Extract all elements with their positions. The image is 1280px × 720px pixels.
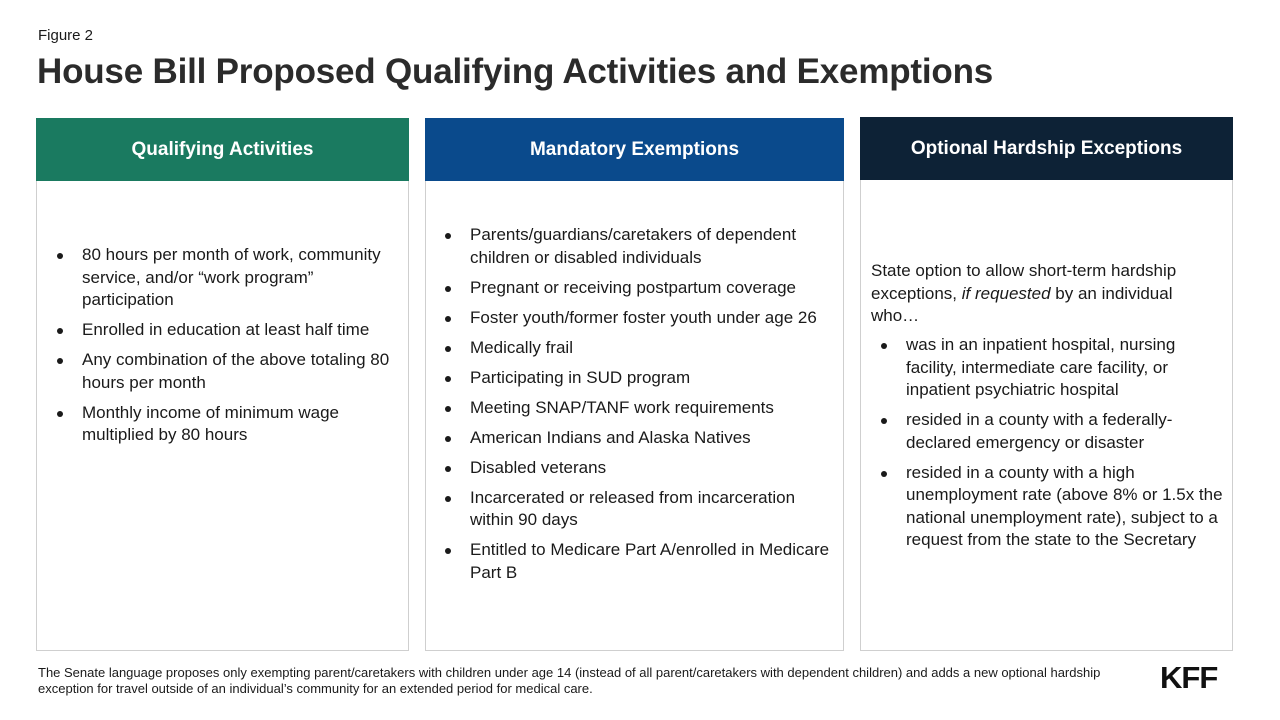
list-item: Medically frail bbox=[435, 337, 835, 360]
optional-hardship-list bbox=[871, 334, 1224, 559]
list-item: Meeting SNAP/TANF work requirements bbox=[435, 397, 835, 420]
list-item: Foster youth/former foster youth under age 26 bbox=[435, 307, 835, 330]
list-item: Enrolled in education at least half time bbox=[47, 319, 400, 342]
list-item: Entitled to Medicare Part A/enrolled in Medicare Part B bbox=[435, 539, 835, 584]
list-item: Disabled veterans bbox=[435, 457, 835, 480]
qualifying-activities-panel bbox=[36, 118, 409, 651]
optional-hardship-header: Optional Hardship Exceptions bbox=[860, 117, 1233, 180]
footnote: The Senate language proposes only exempting parent/caretakers with children under age 14 (instead of all parent/caretakers with dependent children) and adds a new optional hardship exception for travel outside of an individual’s community for an extended period for medical care. bbox=[38, 665, 1101, 696]
list-item: 80 hours per month of work, community service, and/or “work program” participation bbox=[47, 244, 400, 312]
list-item: resided in a county with a high unemployment rate (above 8% or 1.5x the national unemployment rate), subject to a request from the state to the Secretary bbox=[871, 462, 1224, 552]
page-title: House Bill Proposed Qualifying Activities and Exemptions bbox=[37, 52, 994, 91]
list-item: resided in a county with a federally-declared emergency or disaster bbox=[871, 409, 1224, 454]
mandatory-exemptions-header: Mandatory Exemptions bbox=[425, 118, 844, 181]
optional-hardship-panel bbox=[860, 117, 1233, 651]
list-item: was in an inpatient hospital, nursing facility, intermediate care facility, or inpatient psychiatric hospital bbox=[871, 334, 1224, 402]
list-item: American Indians and Alaska Natives bbox=[435, 427, 835, 450]
intro-text-end: by an individual who… bbox=[871, 283, 1173, 325]
qualifying-activities-list bbox=[47, 244, 400, 454]
mandatory-exemptions-panel bbox=[425, 118, 844, 651]
list-item: Participating in SUD program bbox=[435, 367, 835, 390]
list-item: Incarcerated or released from incarceration within 90 days bbox=[435, 487, 835, 532]
qualifying-activities-header: Qualifying Activities bbox=[36, 118, 409, 181]
kff-logo: KFF bbox=[1160, 660, 1218, 695]
intro-emphasis: if requested bbox=[961, 283, 1051, 303]
intro-text-start: State option to allow short-term hardship exceptions, bbox=[871, 261, 1177, 303]
list-item: Any combination of the above totaling 80 hours per month bbox=[47, 349, 400, 394]
figure-label: Figure 2 bbox=[38, 27, 94, 44]
list-item: Monthly income of minimum wage multiplied by 80 hours bbox=[47, 402, 400, 447]
list-item: Parents/guardians/caretakers of dependent children or disabled individuals bbox=[435, 224, 835, 269]
list-item: Pregnant or receiving postpartum coverage bbox=[435, 277, 835, 300]
optional-hardship-intro bbox=[871, 260, 1212, 328]
mandatory-exemptions-list bbox=[435, 224, 835, 592]
